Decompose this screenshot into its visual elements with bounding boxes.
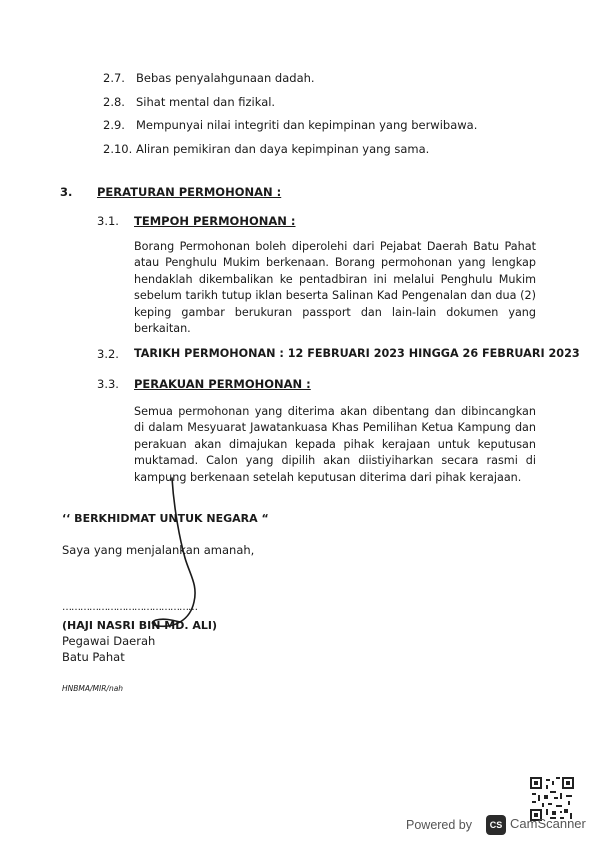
signature-dots: ……………………………………… <box>62 602 197 613</box>
reference-code: HNBMA/MIR/nah <box>62 684 124 693</box>
signatory-location: Batu Pahat <box>62 650 125 664</box>
section-3-3-title: PERAKUAN PERMOHONAN : <box>134 377 311 391</box>
section-3-2-num: 3.2. <box>97 347 119 361</box>
signatory-name: (HAJI NASRI BIN MD. ALI) <box>62 619 218 632</box>
qr-code-icon <box>530 777 574 821</box>
section-3-3-num: 3.3. <box>97 377 119 391</box>
section-3-1-title: TEMPOH PERMOHONAN : <box>134 214 296 228</box>
criteria-text-2-7: Bebas penyalahgunaan dadah. <box>136 71 315 85</box>
criteria-text-2-9: Mempunyai nilai integriti dan kepimpinan yang berwibawa. <box>136 118 478 132</box>
criteria-num-2-9: 2.9. <box>103 118 125 132</box>
section-3-1-body: Borang Permohonan boleh diperolehi dari Pejabat Daerah Batu Pahat atau Penghulu Mukim berkenaan. Borang permohonan yang lengkap hendaklah dikembalikan ke pentadbiran ini melalui Penghulu Mukim sebelum tarikh tutup iklan beserta Salinan Kad Pengenalan dan dua (2) keping gambar berukuran passport dan lain-lain dokumen yang berkaitan. <box>134 240 536 336</box>
section-3-2-title: TARIKH PERMOHONAN : 12 FEBRUARI 2023 HINGGA 26 FEBRUARI 2023 <box>134 347 580 360</box>
section-3-1-num: 3.1. <box>97 214 119 228</box>
powered-by-label: Powered by <box>406 818 473 832</box>
criteria-num-2-8: 2.8. <box>103 95 125 109</box>
camscanner-logo-icon: CS <box>486 815 506 835</box>
criteria-text-2-10: Aliran pemikiran dan daya kepimpinan yang sama. <box>136 142 430 156</box>
section-3-num: 3. <box>60 185 73 199</box>
motto: ‘‘ BERKHIDMAT UNTUK NEGARA “ <box>62 512 269 525</box>
criteria-text-2-8: Sihat mental dan fizikal. <box>136 95 276 109</box>
camscanner-brand: CamScanner <box>510 816 586 831</box>
signature-icon <box>150 470 230 640</box>
signatory-position: Pegawai Daerah <box>62 634 156 648</box>
criteria-num-2-7: 2.7. <box>103 71 125 85</box>
amanah-line: Saya yang menjalankan amanah, <box>62 543 255 557</box>
criteria-num-2-10: 2.10. <box>103 142 133 156</box>
section-3-3-body: Semua permohonan yang diterima akan dibentang dan dibincangkan di dalam Mesyuarat Jawatankuasa Khas Pemilihan Ketua Kampung dan perakuan akan dimajukan kepada pihak kerajaan untuk keputusan muktamad. Calon yang dipilih akan diistiyiharkan secara rasmi di kampung berkenaan setelah keputusan diterima dari pihak kerajaan. <box>134 405 536 484</box>
section-3-title: PERATURAN PERMOHONAN : <box>97 185 282 199</box>
